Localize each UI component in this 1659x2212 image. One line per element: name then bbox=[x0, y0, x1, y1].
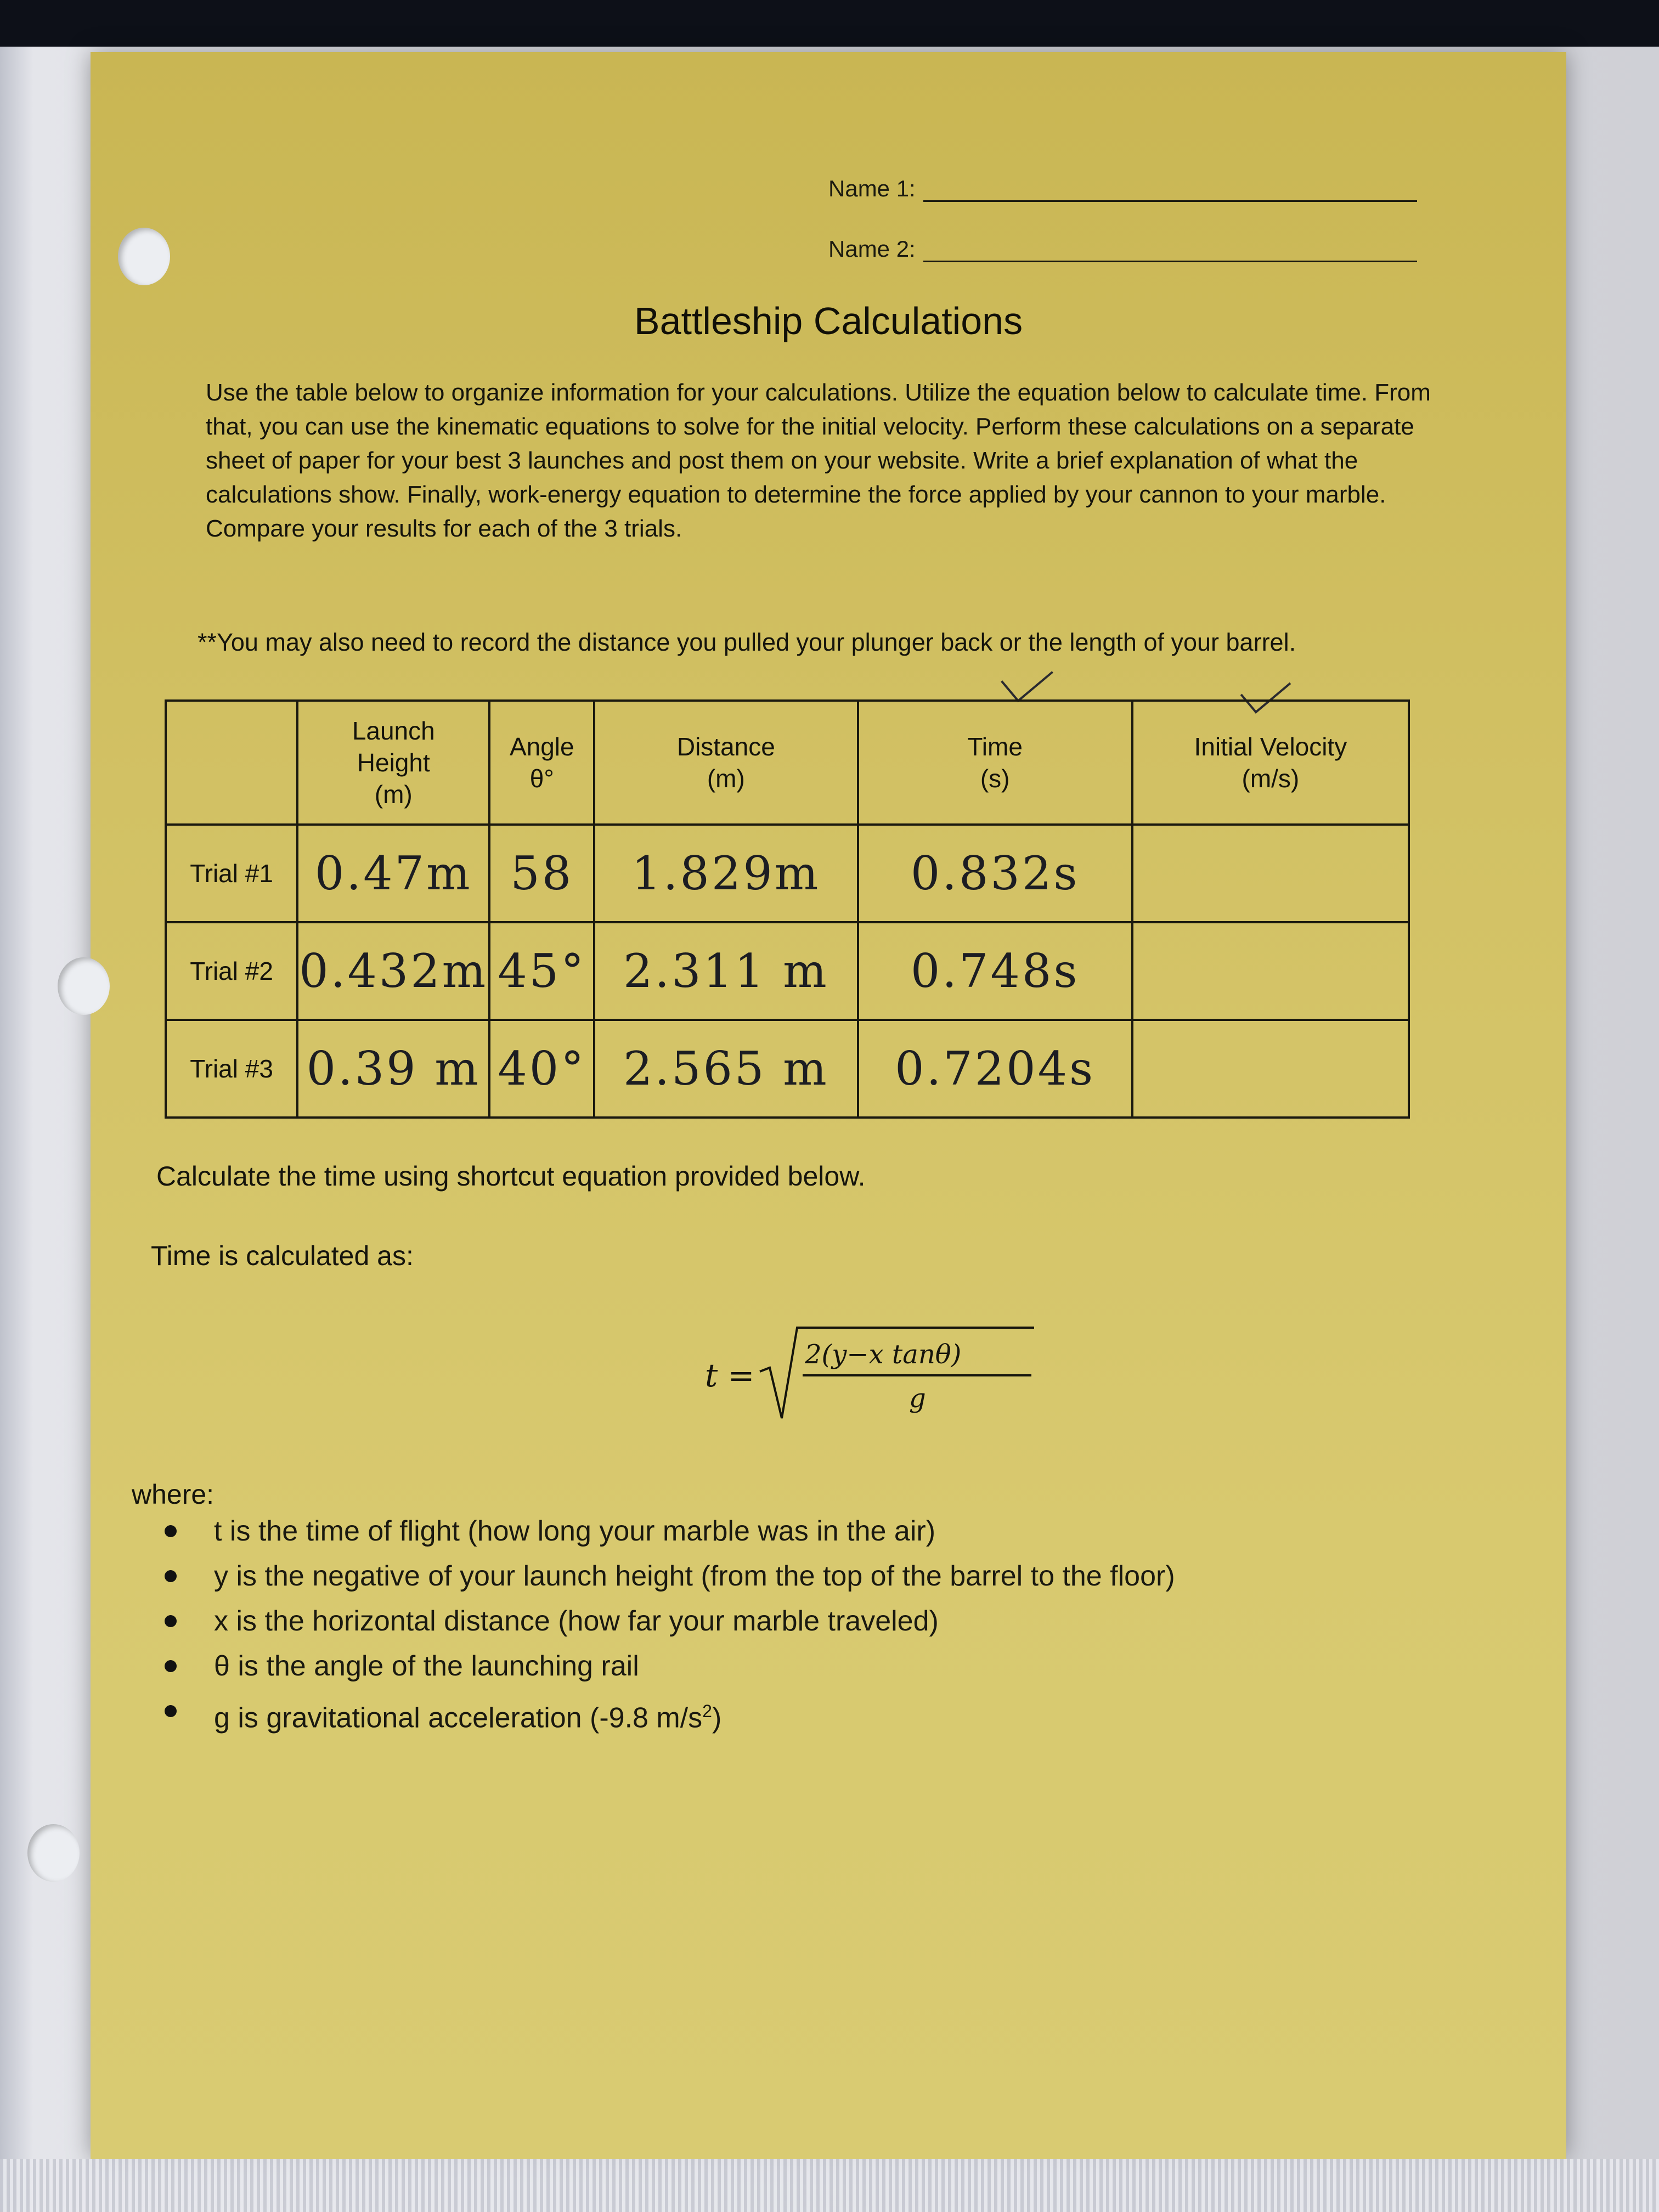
sleeve-binding-edge bbox=[0, 2159, 1659, 2212]
table-header-row bbox=[166, 701, 1409, 825]
velocity-cell[interactable] bbox=[1132, 825, 1409, 922]
height-cell[interactable]: 0.39 m bbox=[297, 1020, 489, 1118]
definitions-list bbox=[154, 1509, 1175, 1740]
bullet-icon bbox=[165, 1525, 177, 1537]
punch-hole bbox=[27, 1824, 80, 1882]
height-cell[interactable]: 0.432m bbox=[297, 922, 489, 1020]
name-2-label: Name 2: bbox=[828, 236, 916, 262]
equation-lhs: t = bbox=[705, 1357, 755, 1394]
velocity-cell[interactable] bbox=[1132, 1020, 1409, 1118]
header-angle: Angle θ° bbox=[489, 701, 594, 825]
name-2-row bbox=[828, 236, 1417, 262]
bullet-icon bbox=[165, 1570, 177, 1582]
equation-denominator: g bbox=[909, 1383, 926, 1414]
name-1-field[interactable] bbox=[923, 184, 1417, 202]
checkmark-icon bbox=[1001, 652, 1053, 703]
bullet-icon bbox=[165, 1660, 177, 1672]
time-cell[interactable]: 0.7204s bbox=[858, 1020, 1132, 1118]
header-corner-cell bbox=[166, 701, 297, 825]
distance-cell[interactable]: 1.829m bbox=[594, 825, 857, 922]
name-1-row bbox=[828, 176, 1417, 202]
punch-hole bbox=[58, 957, 110, 1015]
table-row bbox=[166, 825, 1409, 922]
punch-hole bbox=[118, 228, 170, 285]
where-label: where: bbox=[132, 1479, 215, 1510]
equation-numerator: 2(y−x tanθ) bbox=[805, 1339, 962, 1370]
time-equation bbox=[705, 1319, 1034, 1424]
trial-label: Trial #2 bbox=[166, 922, 297, 1020]
trial-label: Trial #3 bbox=[166, 1020, 297, 1118]
name-1-label: Name 1: bbox=[828, 176, 916, 201]
angle-cell[interactable]: 45° bbox=[489, 922, 594, 1020]
page-title: Battleship Calculations bbox=[634, 300, 1023, 342]
header-distance: Distance (m) bbox=[594, 701, 857, 825]
height-cell[interactable]: 0.47m bbox=[297, 825, 489, 922]
list-item: y is the negative of your launch height (from the top of the barrel to the floor) bbox=[154, 1554, 1175, 1599]
calculate-instruction: Calculate the time using shortcut equation provided below. bbox=[156, 1161, 866, 1192]
list-item: θ is the angle of the launching rail bbox=[154, 1644, 1175, 1689]
velocity-cell[interactable] bbox=[1132, 922, 1409, 1020]
time-cell[interactable]: 0.748s bbox=[858, 922, 1132, 1020]
name-2-field[interactable] bbox=[923, 244, 1417, 262]
angle-cell[interactable]: 58 bbox=[489, 825, 594, 922]
instructions-paragraph: Use the table below to organize information for your calculations. Utilize the equation below to calculate time. From that, you can use the kinematic equations to solve for the initial velocity. Perform these calculations on a separate sheet of paper for your best 3 launches and post them on your website. Write a brief explanation of what the calculations show. Finally, work-energy equation to determine the force applied by your cannon to your marble. Compare your results for each of the 3 trials. bbox=[206, 379, 1431, 542]
list-item: x is the horizontal distance (how far your marble traveled) bbox=[154, 1599, 1175, 1644]
worksheet-page bbox=[91, 52, 1566, 2159]
bullet-icon bbox=[165, 1705, 177, 1717]
list-item: g is gravitational acceleration (-9.8 $m/s^2$) bbox=[154, 1689, 1175, 1740]
trials-table bbox=[165, 699, 1410, 1119]
table-row bbox=[166, 1020, 1409, 1118]
trial-label: Trial #1 bbox=[166, 825, 297, 922]
time-cell[interactable]: 0.832s bbox=[858, 825, 1132, 922]
header-launch-height: Launch Height (m) bbox=[297, 701, 489, 825]
header-initial-velocity: Initial Velocity (m/s) bbox=[1132, 701, 1409, 825]
header-time: Time (s) bbox=[858, 701, 1132, 825]
distance-cell[interactable]: 2.311 m bbox=[594, 922, 857, 1020]
distance-cell[interactable]: 2.565 m bbox=[594, 1020, 857, 1118]
list-item: t is the time of flight (how long your marble was in the air) bbox=[154, 1509, 1175, 1554]
angle-cell[interactable]: 40° bbox=[489, 1020, 594, 1118]
bullet-icon bbox=[165, 1615, 177, 1627]
instructions-note: **You may also need to record the distance you pulled your plunger back or the length of your barrel. bbox=[198, 628, 1296, 656]
time-formula-intro: Time is calculated as: bbox=[151, 1240, 414, 1271]
table-row bbox=[166, 922, 1409, 1020]
